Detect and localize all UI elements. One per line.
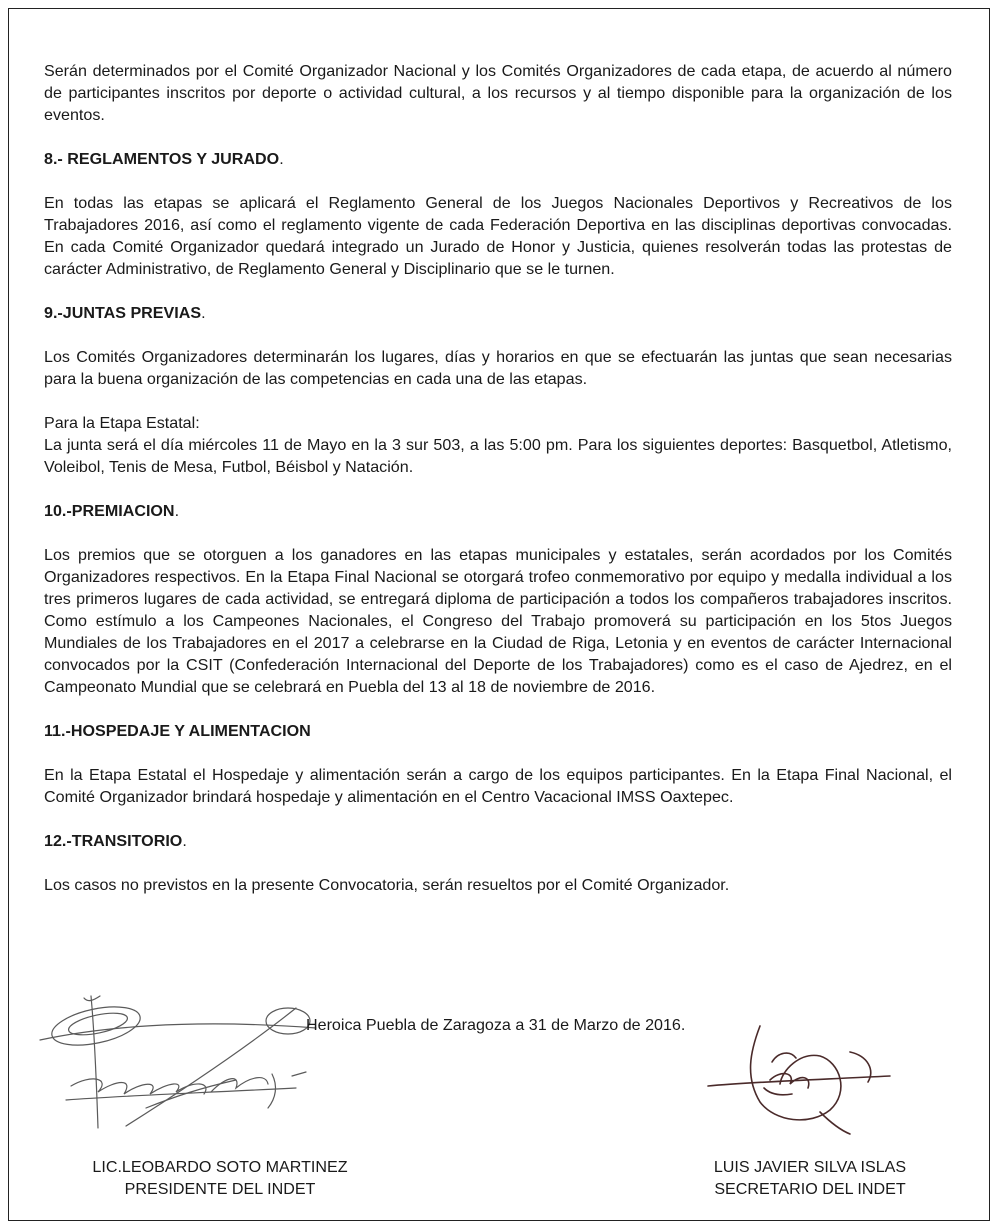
signatory-left-name: LIC.LEOBARDO SOTO MARTINEZ (92, 1158, 348, 1176)
place-date: Heroica Puebla de Zaragoza a 31 de Marzo de 2016. (306, 1016, 686, 1034)
signature-right-image (700, 1022, 900, 1142)
signatory-right-title: SECRETARIO DEL INDET (714, 1180, 906, 1198)
signatory-right (680, 1156, 940, 1200)
intro-paragraph: Serán determinados por el Comité Organizador Nacional y los Comités Organizadores de cada etapa, de acuerdo al número de participantes inscritos por deporte o actividad cultural, a los recursos y al tiempo disponible para la organización de los eventos. (44, 62, 952, 124)
section-12-paragraph: Los casos no previstos en la presente Convocatoria, serán resueltos por el Comité Organizador. (44, 876, 730, 894)
section-11-heading: 11.-HOSPEDAJE Y ALIMENTACION (44, 722, 311, 740)
document-body (44, 60, 952, 896)
section-11-paragraph: En la Etapa Estatal el Hospedaje y alimentación serán a cargo de los equipos participantes. En la Etapa Final Nacional, el Comité Organizador brindará hospedaje y alimentación en el Centro Vacacional IMSS Oaxtepec. (44, 766, 952, 806)
section-12-heading: 12.-TRANSITORIO. (44, 832, 187, 850)
state-stage-label: Para la Etapa Estatal: (44, 414, 200, 432)
section-10-heading: 10.-PREMIACION. (44, 502, 180, 520)
state-stage-text: La junta será el día miércoles 11 de Mayo en la 3 sur 503, a las 5:00 pm. Para los siguientes deportes: Basquetbol, Atletismo, Voleibol, Tenis de Mesa, Futbol, Béisbol y Natación. (44, 436, 952, 476)
section-8-paragraph: En todas las etapas se aplicará el Reglamento General de los Juegos Nacionales Deportivos y Recreativos de los Trabajadores 2016, así como el reglamento vigente de cada Federación Deportiva en las disciplinas deportivas convocadas. En cada Comité Organizador quedará integrado un Jurado de Honor y Justicia, quienes resolverán todas las protestas de carácter Administrativo, de Reglamento General y Disciplinario que se le turnen. (44, 194, 952, 278)
signature-left-image (36, 988, 326, 1138)
signatory-left (80, 1156, 360, 1200)
signatory-right-name: LUIS JAVIER SILVA ISLAS (713, 1158, 907, 1176)
section-8-heading: 8.- REGLAMENTOS Y JURADO. (44, 150, 284, 168)
signatory-left-title: PRESIDENTE DEL INDET (124, 1180, 316, 1198)
section-9-heading: 9.-JUNTAS PREVIAS. (44, 304, 206, 322)
section-10-paragraph: Los premios que se otorguen a los ganadores en las etapas municipales y estatales, serán acordados por los Comités Organizadores respectivos. En la Etapa Final Nacional se otorgará trofeo conmemorativo por equipo y medalla individual a los tres primeros lugares de cada actividad, se entregará diploma de participación a todos los compañeros trabajadores inscritos. Como estímulo a los Campeones Nacionales, el Congreso del Trabajo promoverá su participación en los 5tos Juegos Mundiales de los Trabajadores en el 2017 a celebrarse en la Ciudad de Riga, Letonia y en eventos de carácter Internacional convocados por la CSIT (Confederación Internacional del Deporte de los Trabajadores) como es el caso de Ajedrez, en el Campeonato Mundial que se celebrará en Puebla del 13 al 18 de noviembre de 2016. (44, 546, 952, 696)
section-9-paragraph: Los Comités Organizadores determinarán los lugares, días y horarios en que se efectuarán las juntas que sean necesarias para la buena organización de las competencias en cada una de las etapas. (44, 348, 952, 388)
